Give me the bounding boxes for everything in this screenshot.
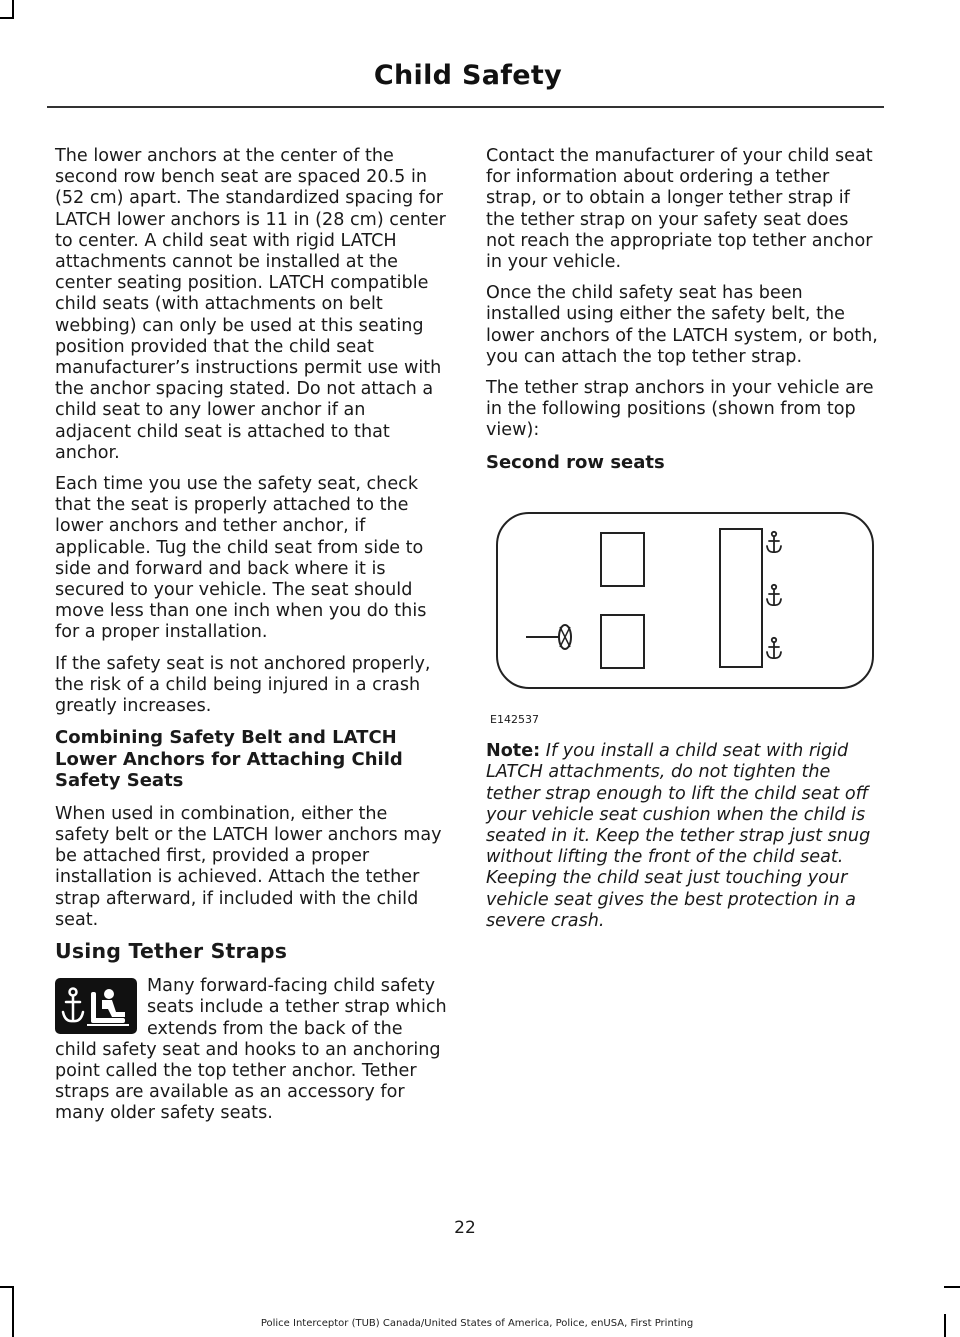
child-seat-tether-icon xyxy=(55,978,137,1034)
footer: Police Interceptor (TUB) Canada/United States of America, Police, enUSA, First Printing xyxy=(260,1318,694,1329)
page-title: Child Safety xyxy=(373,60,562,91)
note xyxy=(486,741,878,932)
figure-code: E142537 xyxy=(490,713,539,727)
section-heading: Using Tether Straps xyxy=(55,939,288,963)
crop-mark xyxy=(944,1286,960,1288)
paragraph: Once the child safety seat has been installed using either the safety belt, the lower anchors of the LATCH system, or both, you can attach the top tether strap. xyxy=(486,283,878,367)
note-label: Note: xyxy=(486,741,541,762)
paragraph: Each time you use the safety seat, check that the seat is properly attached to the lower anchors and tether anchor, if applicable. Tug the child seat from side to side and forward and back where it is secured to your vehicle. The seat should move less than one inch when you do this for a proper installation. xyxy=(55,474,427,643)
crop-mark xyxy=(12,1286,14,1337)
crop-mark xyxy=(944,1314,946,1337)
page-number: 22 xyxy=(454,1218,476,1238)
paragraph: The lower anchors at the center of the second row bench seat are spaced 20.5 in (52 cm) apart. The standardized spacing for LATCH lower anchors is 11 in (28 cm) center to center. A child seat with rigid LATCH attachments cannot be installed at the center seating position. LATCH compatible child seats (with attachments on belt webbing) can only be used at this seating position provided that the child seat manufacturer’s instructions permit use with the anchor spacing stated. Do not attach a child seat to any lower anchor if an adjacent child seat is attached to that anchor. xyxy=(55,146,446,463)
crop-mark xyxy=(0,17,14,19)
subheading: Combining Safety Belt and LATCH Lower Anchors for Attaching Child Safety Seats xyxy=(55,727,403,792)
crop-mark xyxy=(0,1286,14,1288)
right-column xyxy=(486,146,878,942)
header-divider xyxy=(47,106,884,108)
note-text: If you install a child seat with rigid LATCH attachments, do not tighten the tether strap enough to lift the child seat off your vehicle seat cushion when the child is seated in it. Keep the tether strap just snug without lifting the front of the child seat. Keeping the child seat just touching your vehicle seat gives the best protection in a severe crash. xyxy=(486,741,871,931)
paragraph: When used in combination, either the safety belt or the LATCH lower anchors may be attached first, provided a proper installation is achieved. Attach the tether strap afterward, if included with the child seat. xyxy=(55,803,442,930)
paragraph: The tether strap anchors in your vehicle are in the following positions (shown from top view): xyxy=(486,378,874,441)
paragraph: Many forward-facing child safety seats include a tether strap which extends from the back of the child safety seat and hooks to an anchoring point called the top tether anchor. Tether straps are available as an accessory for many older safety seats. xyxy=(55,976,447,1124)
subheading: Second row seats xyxy=(486,451,665,473)
seat-anchor-diagram xyxy=(486,491,878,731)
crop-mark xyxy=(12,0,14,18)
paragraph: If the safety seat is not anchored properly, the risk of a child being injured in a crash greatly increases. xyxy=(55,653,431,717)
paragraph: Contact the manufacturer of your child seat for information about ordering a tether strap, or to obtain a longer tether strap if the tether strap on your safety seat does not reach the appropriate top tether anchor in your vehicle. xyxy=(486,146,873,273)
left-column xyxy=(55,146,447,1135)
